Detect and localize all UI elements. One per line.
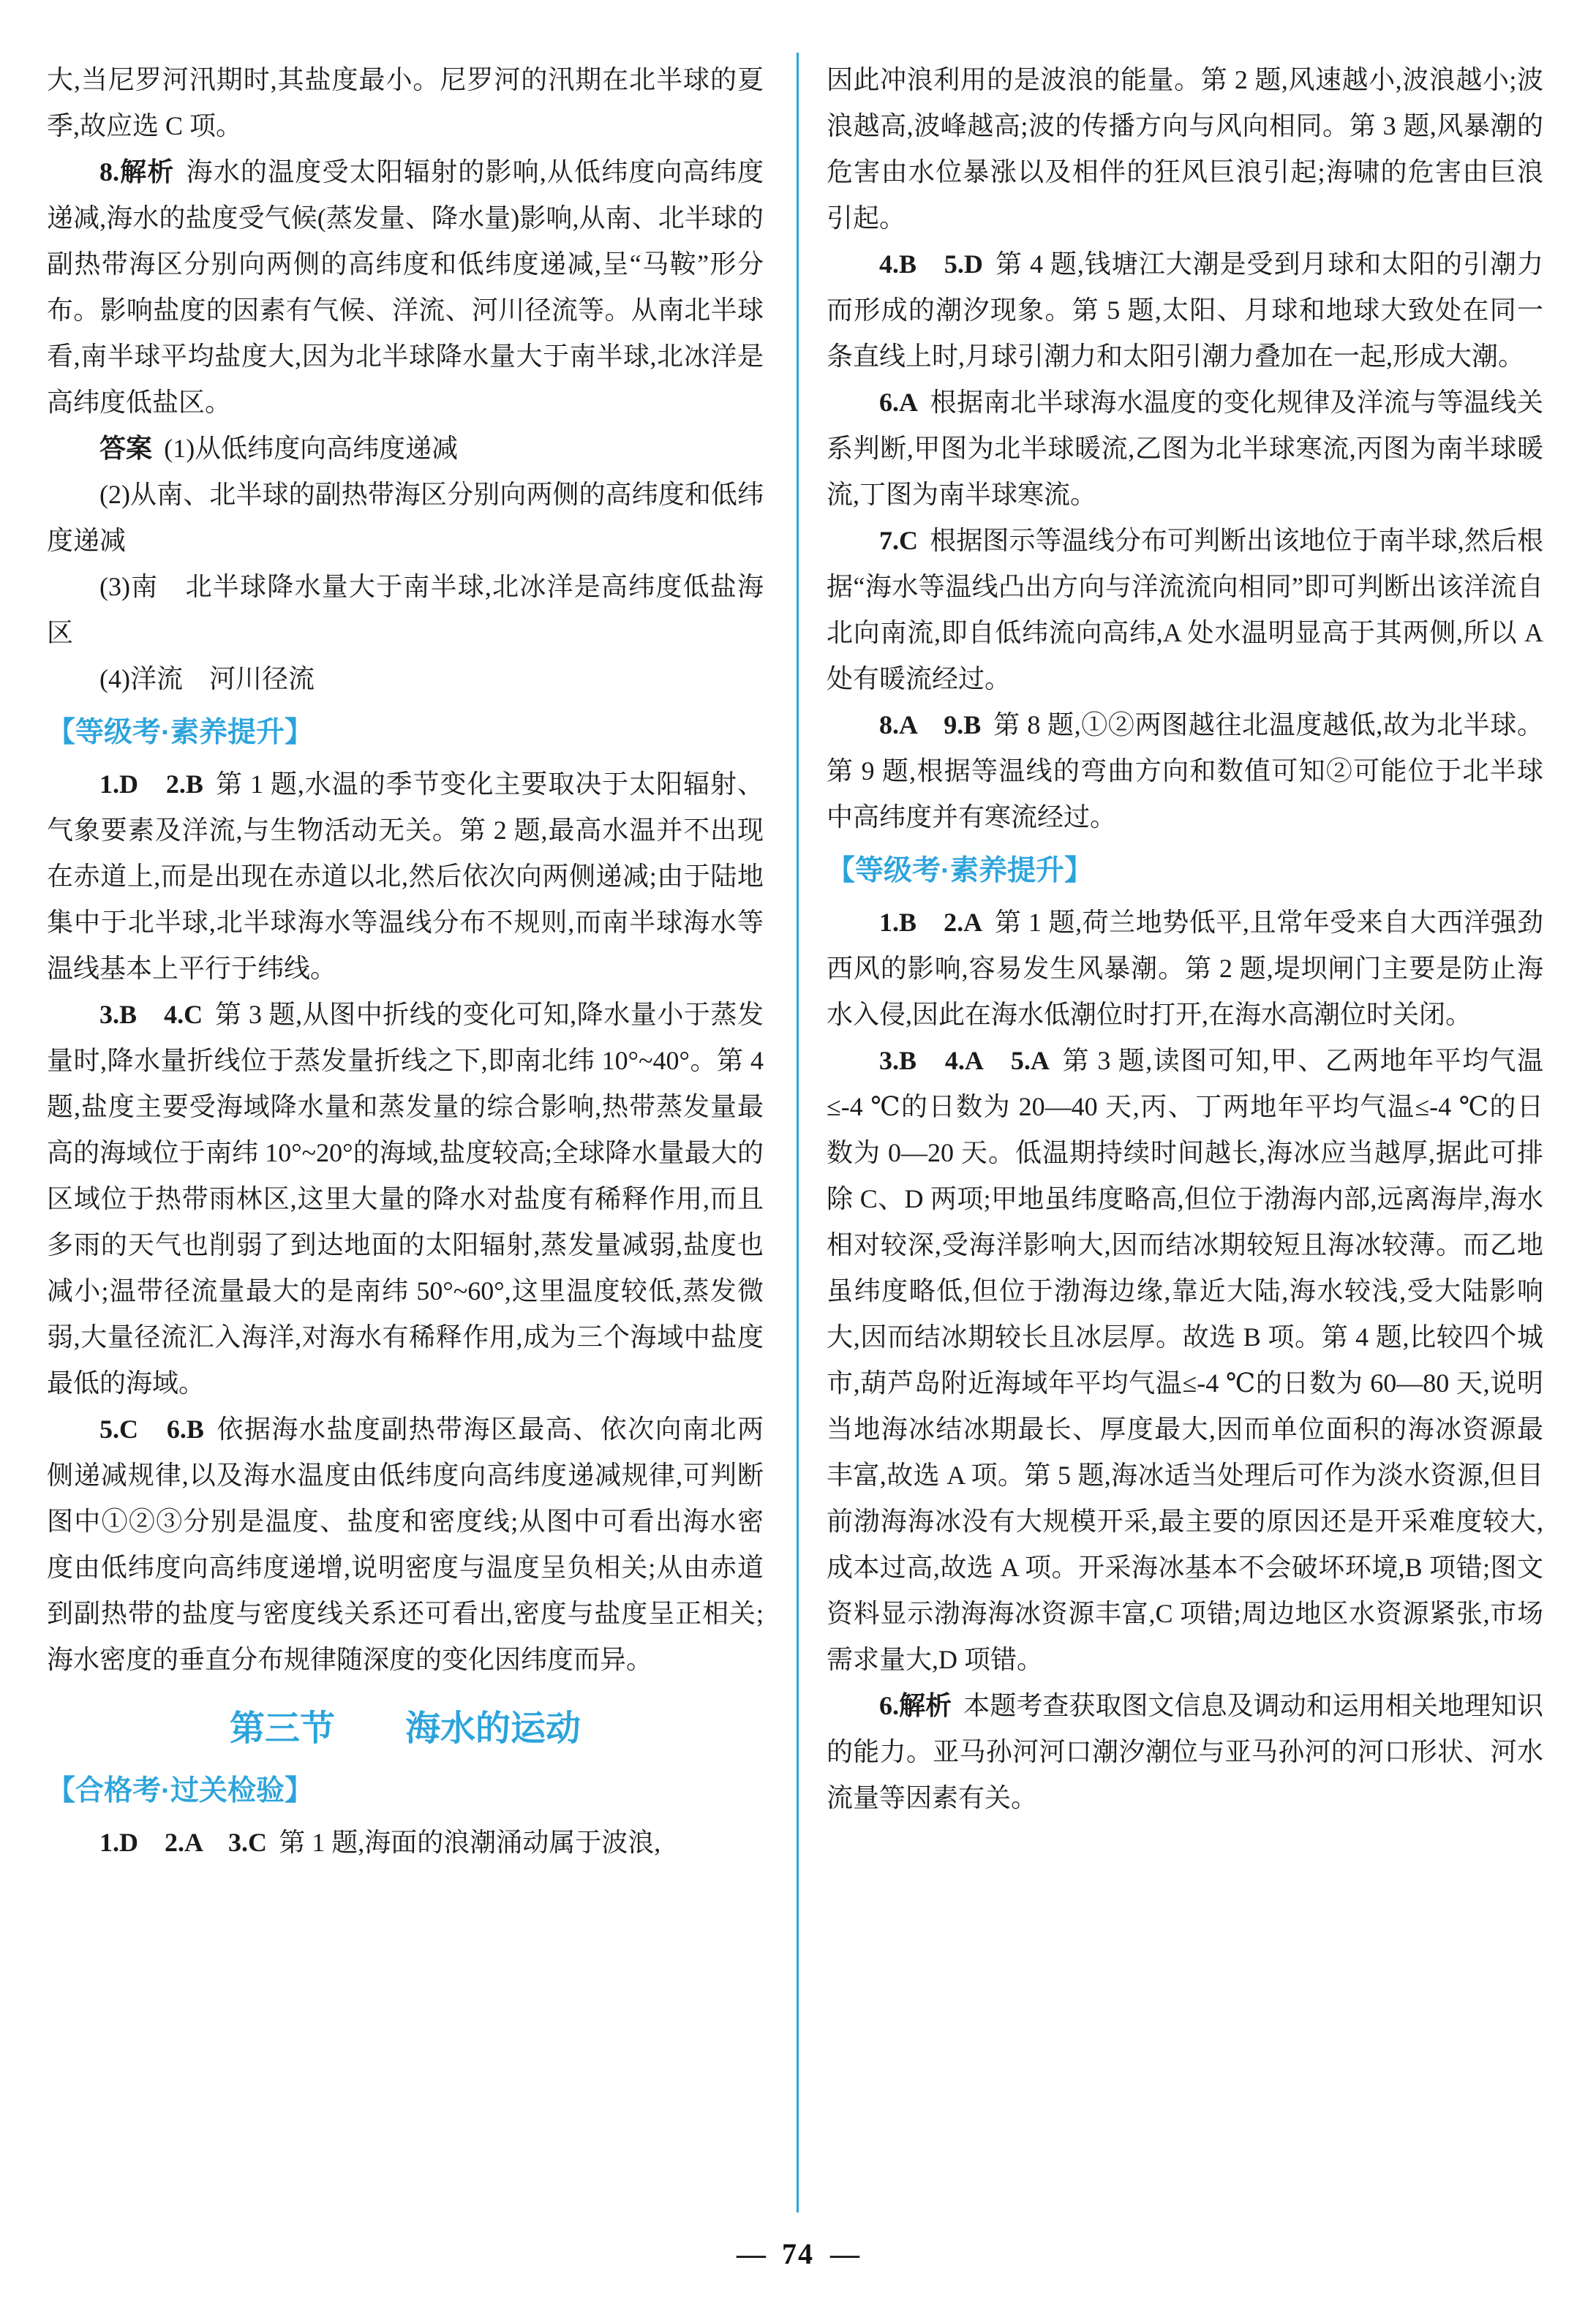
paragraph-text: (2)从南、北半球的副热带海区分别向两侧的高纬度和低纬度递减 [47,480,764,555]
continuation-paragraph [47,57,764,149]
paragraph-text: 因此冲浪利用的是波浪的能量。第 2 题,风速越小,波浪越小;波浪越高,波峰越高;波的传播方向与风向相同。第 3 题,风暴潮的危害由水位暴涨以及相伴的狂风巨浪引起;海啸的危害由巨浪引起。 [827,65,1543,233]
answer-paragraph [827,900,1543,1038]
answer-label: 5.C 6.B [99,1415,204,1444]
right-column [827,57,1543,1821]
answer-label: 6.A [879,388,918,417]
section-header-grade-exam: 【等级考·素养提升】 [827,855,1093,886]
answer-label: 8.解析 [99,157,175,187]
answer-paragraph [827,241,1543,380]
answer-label: 1.D 2.A 3.C [99,1828,268,1857]
paragraph-text: 大,当尼罗河汛期时,其盐度最小。尼罗河的汛期在北半球的夏季,故应选 C 项。 [47,65,764,140]
paragraph-text: 本题考查获取图文信息及调动和运用相关地理知识的能力。亚马孙河河口潮汐潮位与亚马孙河的河口形状、河水流量等因素有关。 [827,1691,1543,1812]
paragraph-text: 第 1 题,海面的浪潮涌动属于波浪, [279,1828,661,1857]
answer-paragraph [827,1683,1543,1821]
answer-label: 8.A 9.B [879,710,982,739]
footer-dash-left: — [737,2237,766,2270]
paragraph-text: 第 3 题,从图中折线的变化可知,降水量小于蒸发量时,降水量折线位于蒸发量折线之下,即南北纬 10°~40°。第 4 题,盐度主要受海域降水量和蒸发量的综合影响,热带蒸发量最高的海域位于南纬 10°~20°的海域,盐度较高;全球降水量最大的区域位于热带雨林区,这里大量的降水对盐度有稀释作用,而且多雨的天气也削弱了到达地面的太阳辐射,蒸发量减弱,盐度也减小;温带径流量最大的是南纬 50°~60°,这里温度较低,蒸发微弱,大量径流汇入海洋,对海水有稀释作用,成为三个海域中盐度最低的海域。 [47,1000,764,1398]
paragraph-text: 第 3 题,读图可知,甲、乙两地年平均气温≤-4 ℃的日数为 20—40 天,丙、丁两地年平均气温≤-4 ℃的日数为 0—20 天。低温期持续时间越长,海冰应当越厚,据此可排除 C、D 两项;甲地虽纬度略高,但位于渤海内部,远离海岸,海水相对较深,受海洋影响大,因而结冰期较短且海冰较薄。而乙地虽纬度略低,但位于渤海边缘,靠近大陆,海水较浅,受大陆影响大,因而结冰期较长且冰层厚。故选 B 项。第 4 题,比较四个城市,葫芦岛附近海域年平均气温≤-4 ℃的日数为 60—80 天,说明当地海冰结冰期最长、厚度最大,因而单位面积的海冰资源最丰富,故选 A 项。第 5 题,海冰适当处理后可作为淡水资源,但目前渤海海冰没有大规模开采,最主要的原因还是开采难度较大,成本过高,故选 A 项。开采海冰基本不会破坏环境,B 项错;图文资料显示渤海海冰资源丰富,C 项错;周边地区水资源紧张,市场需求量大,D 项错。 [827,1046,1543,1674]
answer-paragraph [47,656,764,702]
answer-label: 6.解析 [879,1691,952,1720]
answer-paragraph [47,761,764,992]
answer-label: 1.B 2.A [879,908,983,937]
paragraph-text: 第 1 题,水温的季节变化主要取决于太阳辐射、气象要素及洋流,与生物活动无关。第 2 题,最高水温并不出现在赤道上,而是出现在赤道以北,然后依次向两侧递减;由于陆地集中于北半球,北半球海水等温线分布不规则,而南半球海水等温线基本上平行于纬线。 [47,769,764,983]
answer-paragraph [47,992,764,1406]
paragraph-text: 第 8 题,①②两图越往北温度越低,故为北半球。第 9 题,根据等温线的弯曲方向和数值可知②可能位于北半球中高纬度并有寒流经过。 [827,710,1543,832]
answer-paragraph [47,1820,764,1866]
answer-label: 3.B 4.A 5.A [879,1046,1050,1075]
answer-label: 3.B 4.C [99,1000,203,1029]
paragraph-text: 第 1 题,荷兰地势低平,且常年受来自大西洋强劲西风的影响,容易发生风暴潮。第 2 题,堤坝闸门主要是防止海水入侵,因此在海水低潮位时打开,在海水高潮位时关闭。 [827,908,1543,1029]
answer-paragraph [47,426,764,472]
answer-paragraph [47,1406,764,1683]
footer-dash-right: — [830,2237,859,2270]
answer-paragraph [47,472,764,564]
answer-label: 答案 [99,434,153,463]
section-header-pass-exam: 【合格考·过关检验】 [47,1775,313,1807]
answer-paragraph [47,564,764,656]
answer-label: 4.B 5.D [879,249,983,279]
answer-label: 7.C [879,526,918,555]
answer-paragraph [827,518,1543,702]
continuation-paragraph [827,57,1543,241]
left-column [47,57,764,1866]
paragraph-text: 第 4 题,钱塘江大潮是受到月球和太阳的引潮力而形成的潮汐现象。第 5 题,太阳、月球和地球大致处在同一条直线上时,月球引潮力和太阳引潮力叠加在一起,形成大潮。 [827,249,1543,371]
paragraph-text: (1)从低纬度向高纬度递减 [164,434,459,463]
page-footer [0,2237,1596,2271]
paragraph-text: 根据图示等温线分布可判断出该地位于南半球,然后根据“海水等温线凸出方向与洋流流向相同”即可判断出该洋流自北向南流,即自低纬流向高纬,A 处水温明显高于其两侧,所以 A 处有暖流经过。 [827,526,1543,693]
paragraph-text: 海水的温度受太阳辐射的影响,从低纬度向高纬度递减,海水的盐度受气候(蒸发量、降水量)影响,从南、北半球的副热带海区分别向两侧的高纬度和低纬度递减,呈“马鞍”形分布。影响盐度的因素有气候、洋流、河川径流等。从南北半球看,南半球平均盐度大,因为北半球降水量大于南半球,北冰洋是高纬度低盐区。 [47,157,764,417]
answer-paragraph [827,380,1543,518]
section-header-grade-exam: 【等级考·素养提升】 [47,717,313,748]
paragraph-text: (4)洋流 河川径流 [99,664,315,693]
answer-paragraph [47,149,764,426]
column-divider-rule [797,53,799,2212]
section-title-ocean-water-movement: 第三节 海水的运动 [229,1709,581,1748]
paragraph-text: (3)南 北半球降水量大于南半球,北冰洋是高纬度低盐海区 [47,572,764,647]
paragraph-text: 根据南北半球海水温度的变化规律及洋流与等温线关系判断,甲图为北半球暖流,乙图为北半球寒流,丙图为南半球暖流,丁图为南半球寒流。 [827,388,1543,509]
answer-paragraph [827,702,1543,840]
answer-paragraph [827,1038,1543,1683]
paragraph-text: 依据海水盐度副热带海区最高、依次向南北两侧递减规律,以及海水温度由低纬度向高纬度递减规律,可判断图中①②③分别是温度、盐度和密度线;从图中可看出海水密度由低纬度向高纬度递增,说明密度与温度呈负相关;从由赤道到副热带的盐度与密度线关系还可看出,密度与盐度呈正相关;海水密度的垂直分布规律随深度的变化因纬度而异。 [47,1415,764,1674]
page-number: 74 [782,2237,814,2270]
answer-label: 1.D 2.B [99,769,203,799]
